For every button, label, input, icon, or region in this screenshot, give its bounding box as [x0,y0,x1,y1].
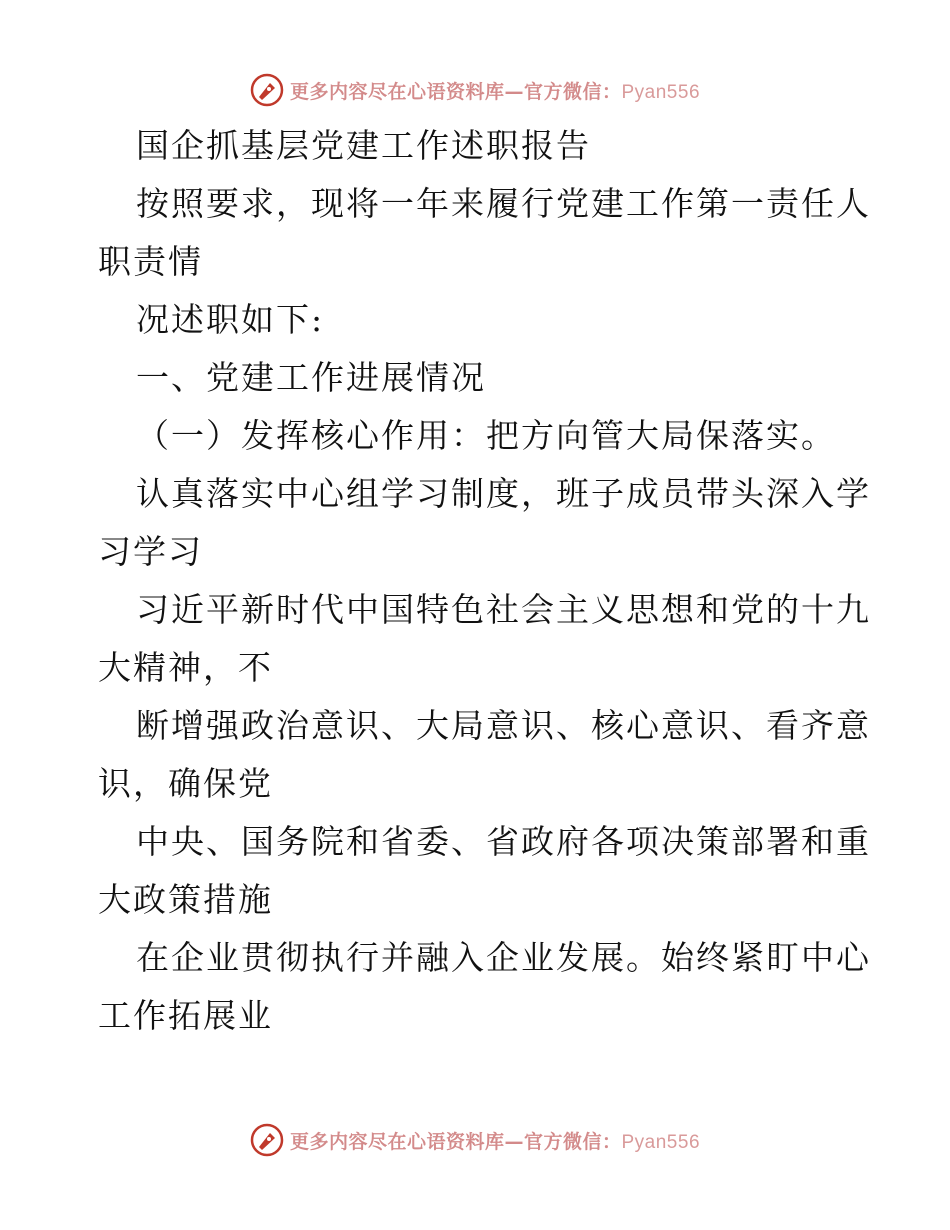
paragraph-line: 断增强政治意识、大局意识、核心意识、看齐意 [136,706,871,745]
paragraph-line: 职责情 [98,242,203,281]
paragraph-line: 按照要求，现将一年来履行党建工作第一责任人 [136,184,871,223]
pen-nib-logo-icon [250,73,284,107]
section-heading: 一、党建工作进展情况 [136,358,486,397]
watermark-text: 更多内容尽在心语资料库—官方微信：Pyan556 [289,1130,701,1153]
watermark-wechat-id: Pyan556 [621,1131,701,1153]
pen-nib-logo-icon [250,1123,284,1157]
document-body [98,117,871,1045]
document-title: 国企抓基层党建工作述职报告 [136,126,591,165]
paragraph-line: 况述职如下: [136,300,325,339]
paragraph-line: 大精神，不 [98,648,273,687]
paragraph-line: 中央、国务院和省委、省政府各项决策部署和重 [136,822,871,861]
paragraph-line: 识，确保党 [98,764,273,803]
paragraph-line: 认真落实中心组学习制度，班子成员带头深入学 [136,474,871,513]
paragraph-line: 习学习 [98,532,203,571]
paragraph-line: 习近平新时代中国特色社会主义思想和党的十九 [136,590,871,629]
watermark-text: 更多内容尽在心语资料库—官方微信：Pyan556 [289,80,701,103]
watermark-wechat-id: Pyan556 [621,81,701,103]
subsection-heading: （一）发挥核心作用：把方向管大局保落实。 [136,416,836,455]
paragraph-line: 大政策措施 [98,880,273,919]
paragraph-line: 工作拓展业 [98,996,273,1035]
footer-watermark [0,1120,950,1160]
header-watermark [0,70,950,110]
paragraph-line: 在企业贯彻执行并融入企业发展。始终紧盯中心 [136,938,871,977]
